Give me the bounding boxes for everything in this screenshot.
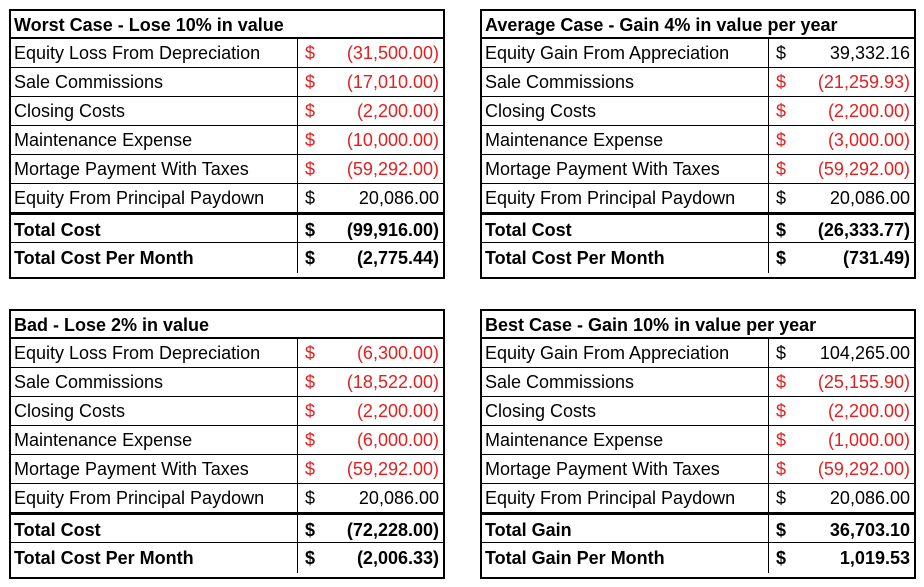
table-row <box>482 97 914 126</box>
amount-value: (25,155.90) <box>817 372 910 392</box>
row-label: Equity Gain From Appreciation <box>485 343 730 363</box>
total-row <box>11 213 443 243</box>
worst-case-table <box>9 9 445 279</box>
row-label: Maintenance Expense <box>485 430 664 450</box>
row-label: Sale Commissions <box>485 372 635 392</box>
table-row <box>11 426 443 455</box>
amount-value: 20,086.00 <box>829 188 910 208</box>
table-row <box>11 484 443 513</box>
total-row <box>11 543 443 573</box>
column-divider <box>297 215 298 242</box>
amount-value: (3,000.00) <box>827 130 910 150</box>
amount-value: (59,292.00) <box>817 159 910 179</box>
amount-value: (2,200.00) <box>827 401 910 421</box>
table-rows <box>482 39 914 273</box>
amount-value: (59,292.00) <box>346 159 439 179</box>
amount-value: (2,200.00) <box>356 101 439 121</box>
currency-symbol: $ <box>776 343 787 363</box>
amount-value: (21,259.93) <box>817 72 910 92</box>
column-divider <box>768 243 769 273</box>
column-divider <box>768 515 769 542</box>
row-label: Closing Costs <box>485 101 597 121</box>
average-case-table <box>480 9 916 279</box>
total-row <box>11 513 443 543</box>
amount-value: (1,000.00) <box>827 430 910 450</box>
currency-symbol: $ <box>305 520 316 540</box>
amount-value: (31,500.00) <box>346 43 439 63</box>
table-row <box>11 155 443 184</box>
table-title: Bad - Lose 2% in value <box>11 311 443 339</box>
column-divider <box>768 426 769 454</box>
column-divider <box>297 68 298 96</box>
total-row <box>482 213 914 243</box>
column-divider <box>768 397 769 425</box>
table-row <box>11 455 443 484</box>
table-title: Average Case - Gain 4% in value per year <box>482 11 914 39</box>
currency-symbol: $ <box>305 101 316 121</box>
currency-symbol: $ <box>776 220 787 240</box>
row-label: Equity Gain From Appreciation <box>485 43 730 63</box>
currency-symbol: $ <box>305 220 316 240</box>
currency-symbol: $ <box>776 159 787 179</box>
row-label: Total Gain Per Month <box>485 548 665 568</box>
table-row <box>482 68 914 97</box>
currency-symbol: $ <box>305 188 316 208</box>
column-divider <box>768 184 769 212</box>
amount-value: (2,200.00) <box>827 101 910 121</box>
column-divider <box>768 155 769 183</box>
row-label: Equity From Principal Paydown <box>14 188 265 208</box>
currency-symbol: $ <box>776 401 787 421</box>
column-divider <box>768 215 769 242</box>
column-divider <box>297 243 298 273</box>
column-divider <box>768 39 769 67</box>
amount-value: (99,916.00) <box>346 220 439 240</box>
column-divider <box>297 397 298 425</box>
currency-symbol: $ <box>305 488 316 508</box>
amount-value: (18,522.00) <box>346 372 439 392</box>
amount-value: (26,333.77) <box>817 220 910 240</box>
row-label: Maintenance Expense <box>14 430 193 450</box>
row-label: Closing Costs <box>485 401 597 421</box>
column-divider <box>768 339 769 367</box>
row-label: Total Gain <box>485 520 572 540</box>
row-label: Equity From Principal Paydown <box>14 488 265 508</box>
currency-symbol: $ <box>305 248 316 268</box>
currency-symbol: $ <box>776 488 787 508</box>
currency-symbol: $ <box>776 188 787 208</box>
column-divider <box>297 455 298 483</box>
row-label: Closing Costs <box>14 401 126 421</box>
currency-symbol: $ <box>305 72 316 92</box>
amount-value: 104,265.00 <box>819 343 910 363</box>
row-label: Equity Loss From Depreciation <box>14 43 261 63</box>
table-title: Worst Case - Lose 10% in value <box>11 11 443 39</box>
amount-value: (2,775.44) <box>356 248 439 268</box>
row-label: Maintenance Expense <box>14 130 193 150</box>
column-divider <box>297 155 298 183</box>
column-divider <box>297 484 298 512</box>
row-label: Equity From Principal Paydown <box>485 488 736 508</box>
table-rows <box>11 39 443 273</box>
amount-value: (72,228.00) <box>346 520 439 540</box>
row-label: Total Cost <box>485 220 572 240</box>
amount-value: 36,703.10 <box>829 520 910 540</box>
amount-value: (6,300.00) <box>356 343 439 363</box>
column-divider <box>297 515 298 542</box>
currency-symbol: $ <box>305 459 316 479</box>
amount-value: (59,292.00) <box>346 459 439 479</box>
column-divider <box>768 368 769 396</box>
column-divider <box>768 97 769 125</box>
table-row <box>482 126 914 155</box>
total-row <box>482 543 914 573</box>
currency-symbol: $ <box>776 430 787 450</box>
currency-symbol: $ <box>305 130 316 150</box>
table-row <box>482 397 914 426</box>
currency-symbol: $ <box>776 520 787 540</box>
amount-value: 20,086.00 <box>358 188 439 208</box>
row-label: Total Cost Per Month <box>14 248 194 268</box>
row-label: Mortage Payment With Taxes <box>485 159 720 179</box>
row-label: Total Cost Per Month <box>14 548 194 568</box>
currency-symbol: $ <box>776 43 787 63</box>
amount-value: (59,292.00) <box>817 459 910 479</box>
table-rows <box>482 339 914 573</box>
table-row <box>11 339 443 368</box>
amount-value: 39,332.16 <box>829 43 910 63</box>
row-label: Sale Commissions <box>485 72 635 92</box>
table-title: Best Case - Gain 10% in value per year <box>482 311 914 339</box>
row-label: Maintenance Expense <box>485 130 664 150</box>
table-row <box>482 426 914 455</box>
amount-value: (6,000.00) <box>356 430 439 450</box>
column-divider <box>297 368 298 396</box>
table-row <box>11 39 443 68</box>
total-row <box>482 513 914 543</box>
table-row <box>482 339 914 368</box>
total-row <box>11 243 443 273</box>
amount-value: 20,086.00 <box>358 488 439 508</box>
currency-symbol: $ <box>305 159 316 179</box>
table-row <box>482 155 914 184</box>
currency-symbol: $ <box>305 401 316 421</box>
column-divider <box>297 184 298 212</box>
bad-case-table <box>9 309 445 579</box>
column-divider <box>297 126 298 154</box>
column-divider <box>297 97 298 125</box>
currency-symbol: $ <box>305 548 316 568</box>
table-row <box>11 126 443 155</box>
total-row <box>482 243 914 273</box>
table-row <box>11 368 443 397</box>
row-label: Mortage Payment With Taxes <box>14 459 249 479</box>
row-label: Sale Commissions <box>14 72 164 92</box>
row-label: Equity From Principal Paydown <box>485 188 736 208</box>
table-row <box>482 368 914 397</box>
column-divider <box>297 426 298 454</box>
column-divider <box>768 68 769 96</box>
row-label: Equity Loss From Depreciation <box>14 343 261 363</box>
currency-symbol: $ <box>305 430 316 450</box>
column-divider <box>297 339 298 367</box>
row-label: Closing Costs <box>14 101 126 121</box>
column-divider <box>768 455 769 483</box>
row-label: Mortage Payment With Taxes <box>14 159 249 179</box>
table-row <box>482 484 914 513</box>
amount-value: (10,000.00) <box>346 130 439 150</box>
row-label: Sale Commissions <box>14 372 164 392</box>
table-row <box>11 184 443 213</box>
row-label: Mortage Payment With Taxes <box>485 459 720 479</box>
column-divider <box>768 484 769 512</box>
column-divider <box>297 39 298 67</box>
currency-symbol: $ <box>305 343 316 363</box>
currency-symbol: $ <box>305 372 316 392</box>
table-row <box>482 455 914 484</box>
currency-symbol: $ <box>776 248 787 268</box>
row-label: Total Cost <box>14 220 101 240</box>
currency-symbol: $ <box>776 101 787 121</box>
table-row <box>11 68 443 97</box>
table-row <box>11 97 443 126</box>
currency-symbol: $ <box>776 72 787 92</box>
column-divider <box>768 543 769 573</box>
row-label: Total Cost Per Month <box>485 248 665 268</box>
amount-value: (17,010.00) <box>346 72 439 92</box>
column-divider <box>297 543 298 573</box>
table-rows <box>11 339 443 573</box>
currency-symbol: $ <box>776 130 787 150</box>
table-row <box>482 184 914 213</box>
amount-value: 1,019.53 <box>839 548 910 568</box>
table-row <box>482 39 914 68</box>
best-case-table <box>480 309 916 579</box>
amount-value: (2,200.00) <box>356 401 439 421</box>
column-divider <box>768 126 769 154</box>
currency-symbol: $ <box>776 548 787 568</box>
row-label: Total Cost <box>14 520 101 540</box>
currency-symbol: $ <box>305 43 316 63</box>
amount-value: (731.49) <box>842 248 910 268</box>
amount-value: 20,086.00 <box>829 488 910 508</box>
table-row <box>11 397 443 426</box>
amount-value: (2,006.33) <box>356 548 439 568</box>
currency-symbol: $ <box>776 372 787 392</box>
currency-symbol: $ <box>776 459 787 479</box>
